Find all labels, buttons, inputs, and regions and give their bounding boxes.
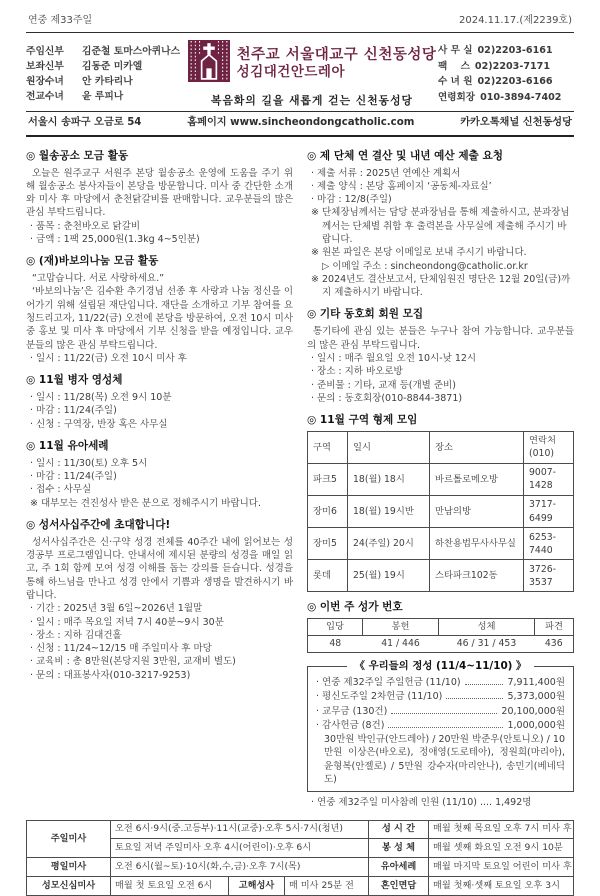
list-item: · 일시 : 11/28(목) 오전 9시 10분 — [30, 392, 172, 404]
contact-row — [438, 91, 574, 104]
clergy-name: 윤 루피나 — [82, 91, 124, 103]
offering-amount: 7,911,400원 — [507, 676, 565, 688]
column-header: 구역 — [308, 431, 348, 463]
masthead-center — [186, 40, 438, 108]
masthead — [26, 33, 574, 112]
cell: 6253-7440 — [524, 528, 574, 560]
dot-leader — [465, 684, 504, 685]
schedule-label: 고해성사 — [229, 877, 285, 896]
clergy-list — [26, 43, 186, 105]
issue-date-number: 2024.11.17.(제2239호) — [458, 15, 572, 26]
table-header-row — [308, 618, 574, 635]
schedule-label: 성 시 간 — [369, 820, 429, 839]
schedule-label: 혼인면담 — [369, 877, 429, 896]
section-title: ◎ 이번 주 성가 번호 — [307, 601, 403, 614]
cell: 파크5 — [308, 463, 348, 495]
schedule-content: 매 미사 25분 전 — [285, 877, 369, 896]
clergy-role: 보좌신부 — [26, 60, 64, 72]
schedule-label: 유아세례 — [369, 858, 429, 877]
list-item: · 기간 : 2025년 3월 6일~2026년 1월말 — [30, 603, 203, 615]
contact-label: 팩 스 — [438, 60, 470, 72]
dot-leader — [391, 713, 497, 714]
schedule-content: 오전 6시·9시(중.고등부)·11시(교중)·오후 5시·7시(청년) — [111, 820, 369, 839]
list-item: · 문의 : 동호회장(010-8844-3871) — [311, 392, 463, 404]
offering-line — [316, 676, 565, 689]
section-title: ◎ 성서사십주간에 초대합니다! — [26, 518, 171, 531]
homepage-url: 홈페이지 www.sincheondongcatholic.com — [187, 117, 415, 129]
column-header: 성체 — [439, 618, 535, 635]
body-columns — [26, 137, 574, 810]
offering-line — [316, 690, 565, 703]
section-hymn-numbers — [307, 600, 574, 653]
clergy-name: 김준철 토마스아퀴나스 — [82, 45, 181, 57]
church-title — [237, 46, 437, 80]
section-title: ◎ 11월 유아세례 — [26, 439, 109, 452]
list-item: · 제출 양식 : 본당 홈페이지 ‘공동체-자료실’ — [311, 180, 492, 192]
contact-row — [438, 75, 574, 88]
clergy-row — [26, 45, 186, 59]
section-body: 성서사십주간은 신·구약 성경 전체를 40주간 내에 읽어보는 성경공부 프로그램입니다. 안내서에 제시된 분량의 성경을 매일 읽고, 주 1회 함께 모여 성경 이해를 돕는 강의를 듣습니다. 성경을 통해 하느님을 만나고 성경 안에서 기쁨과 생명을 발견하시기 바랍니다. — [26, 536, 293, 601]
cell: 24(주일) 20시 — [348, 528, 430, 560]
contact-value: 02)2203-6166 — [477, 76, 553, 88]
offering-label: · 연중 제32주일 주일헌금 (11/10) — [316, 676, 461, 688]
cell: 만남의방 — [430, 495, 524, 527]
contact-label: 사 무 실 — [438, 45, 473, 57]
list-item: · 일시 : 11/22(금) 오전 10시 미사 후 — [30, 352, 187, 364]
church-logo-icon — [188, 40, 230, 86]
list-item: · 금액 : 1팩 25,000원(1.3kg 4~5인분) — [30, 234, 200, 245]
column-header: 일시 — [348, 431, 430, 463]
list-item: · 문의 : 대표봉사자(010-3217-9253) — [30, 669, 191, 681]
dot-leader — [446, 698, 503, 699]
schedule-content: 매월 첫째·셋째 토요일 오후 3시 — [429, 877, 574, 896]
table-row — [308, 463, 574, 495]
contact-row — [438, 60, 574, 73]
contact-label: 연령회장 — [438, 91, 476, 103]
note-item: ※ 2024년도 결산보고서, 단체임원진 명단은 12월 20일(금)까지 제출하시기 바랍니다. — [311, 273, 571, 299]
cell: 18(월) 19시반 — [348, 495, 430, 527]
cell: 3717-6499 — [524, 495, 574, 527]
section-bible-40weeks — [26, 518, 293, 682]
dot-leader — [388, 727, 503, 728]
clergy-row — [26, 75, 186, 89]
list-item: · 마감 : 11/24(주일) — [30, 471, 117, 483]
cell: 46 / 31 / 453 — [456, 638, 517, 650]
offering-line — [316, 705, 565, 718]
email-line: ▷ 이메일 주소 : sincheondong@catholic.or.kr — [322, 260, 528, 272]
schedule-row — [27, 820, 574, 839]
list-item: · 장소 : 지하 바오로방 — [311, 366, 403, 378]
left-column — [26, 142, 293, 810]
cell: 436 — [544, 638, 563, 650]
schedule-row — [27, 858, 574, 877]
note-item: ※ 단체장님께서는 담당 분과장님을 통해 제출하시고, 분과장님께서는 단체별 취합 후 출력본을 사무실에 제출해 주시기 바랍니다. — [311, 207, 570, 245]
column-header: 봉헌 — [363, 618, 439, 635]
offering-amount: 20,100,000원 — [501, 705, 565, 717]
cell: 롯데 — [308, 560, 348, 592]
section-district-meetings — [307, 413, 574, 592]
cell: 하찬용법무사사무실 — [430, 528, 524, 560]
donor-names: 30만원 박인규(안드레아) / 20만원 박준우(안토니오) / 10만원 이상은(바오로), 정애영(도로테아), 정원희(마리아), 윤형복(안젤로) / 5만원 강수자(마리안나), 송민기(베네딕도) — [324, 734, 565, 786]
list-item: · 마감 : 12/8(주일) — [311, 194, 392, 206]
street-address: 서울시 송파구 오금로 54 — [28, 117, 142, 129]
schedule-label: 봉 성 체 — [369, 839, 429, 858]
section-wolsong-fundraising — [26, 149, 293, 247]
offering-box-title: 《 우리들의 정성 (11/4~11/10) 》 — [347, 659, 535, 674]
schedule-content: 매월 셋째 화요일 오전 9시 10분 — [429, 839, 574, 858]
note-item: ※ 대부모는 견진성사 받은 분으로 정해주시기 바랍니다. — [30, 497, 261, 509]
clergy-name: 안 카타리나 — [82, 75, 133, 87]
offering-amount: 5,373,000원 — [507, 691, 565, 703]
table-row — [308, 635, 574, 652]
cell: 바르톨로메오방 — [430, 463, 524, 495]
diocese-parish-title: 천주교 서울대교구 신천동성당 — [236, 46, 437, 63]
schedule-content: 매월 첫째 목요일 오후 7시 미사 후 — [429, 820, 574, 839]
parish-slogan: 복음화의 길을 새롭게 걷는 신천동성당 — [211, 94, 413, 108]
list-item: · 일시 : 매주 월요일 오전 10시-낮 12시 — [311, 352, 477, 364]
list-item: · 신청 : 구역장, 반장 혹은 사무실 — [30, 418, 168, 430]
list-item: · 교육비 : 총 8만원(본당지원 3만원, 교재비 별도) — [30, 656, 236, 668]
list-item: · 신청 : 11/24~12/15 매 주일미사 후 마당 — [30, 643, 212, 655]
table-row — [308, 528, 574, 560]
cell: 3726-3537 — [524, 560, 574, 592]
column-header: 파견 — [535, 618, 574, 635]
offering-amount: 1,000,000원 — [507, 719, 565, 731]
contact-label: 수 녀 원 — [438, 76, 473, 88]
clergy-row — [26, 60, 186, 74]
offering-box — [307, 659, 574, 792]
clergy-role: 주임신부 — [26, 45, 64, 57]
list-item: · 마감 : 11/24(주일) — [30, 405, 117, 417]
contact-value: 02)2203-7171 — [474, 60, 551, 72]
cell: 스타파크102동 — [430, 560, 524, 592]
section-babo-sharing — [26, 254, 293, 365]
cell: 18(월) 18시 — [348, 463, 430, 495]
table-row — [308, 495, 574, 527]
section-guitar-club — [307, 307, 574, 405]
section-body: 통기타에 관심 있는 분들은 누구나 참여 가능합니다. 교우분들의 많은 관심 부탁드립니다. — [307, 326, 574, 351]
list-item: · 준비물 : 기타, 교재 등(개별 준비) — [311, 379, 456, 391]
column-header: 장소 — [430, 431, 524, 463]
contact-value: 010-3894-7402 — [480, 91, 562, 103]
schedule-content: 토요일 저녁 주일미사 오후 4시(어린이)·오후 6시 — [111, 839, 369, 858]
section-annual-budget-request — [307, 149, 574, 300]
schedule-label: 성모신심미사 — [27, 877, 111, 896]
section-title: ◎ (재)바보의나눔 모금 활동 — [26, 255, 159, 268]
address-row — [26, 112, 574, 136]
column-header: 입당 — [308, 618, 363, 635]
list-item: · 품목 : 춘천바오로 닭갈비 — [30, 220, 141, 232]
patron-saint-title: 성김대건안드레아 — [236, 64, 345, 81]
section-title: ◎ 월송공소 모금 활동 — [26, 149, 129, 162]
district-meeting-table — [307, 431, 574, 592]
mass-attendance-line: · 연중 제32주일 미사참례 인원 (11/10) .... 1,492명 — [311, 797, 532, 809]
schedule-label: 평일미사 — [27, 858, 111, 877]
cell: 9007-1428 — [524, 463, 574, 495]
quote-line: “고맙습니다. 서로 사랑하세요.” — [32, 273, 165, 285]
cell: 48 — [329, 638, 342, 650]
list-item: · 장소 : 지하 김대건홀 — [30, 629, 122, 641]
right-column — [307, 142, 574, 810]
mass-schedule-table — [26, 820, 574, 896]
column-header: 연락처(010) — [524, 431, 574, 463]
section-body: ‘바보의나눔’은 김수환 추기경님 선종 후 사랑과 나눔 정신을 이어가기 위해 설립된 재단입니다. 재단을 소개하고 기부 참여를 요청드리고자, 11/22(금) 오전에 본당을 방문하여, 오전 10시 미사 중 홍보 및 미사 후 마당에서 기부 신청을 받을 예정입니다. 교우분들의 많은 관심 부탁드립니다. — [26, 286, 293, 351]
offering-label: · 감사헌금 (8건) — [316, 719, 385, 731]
section-title: ◎ 기타 동호회 회원 모집 — [307, 308, 424, 321]
table-header-row — [308, 431, 574, 463]
list-item: · 제출 서류 : 2025년 연예산 계획서 — [311, 167, 461, 179]
list-item: · 일시 : 매주 목요일 저녁 7시 40분~9시 30분 — [30, 616, 224, 628]
section-infant-baptism — [26, 439, 293, 510]
cell: 장미6 — [308, 495, 348, 527]
clergy-role: 원장수녀 — [26, 75, 64, 87]
clergy-role: 전교수녀 — [26, 91, 64, 103]
schedule-content: 매월 마지막 토요일 어린이 미사 후 — [429, 858, 574, 877]
contact-list — [438, 42, 574, 106]
list-item: · 일시 : 11/30(토) 오후 5시 — [30, 457, 148, 469]
issue-row — [26, 14, 574, 33]
section-title: ◎ 11월 병자 영성체 — [26, 374, 123, 387]
kakao-channel: 카카오톡채널 신천동성당 — [460, 117, 572, 129]
offering-label: · 평신도주일 2차헌금 (11/10) — [316, 691, 443, 703]
section-title: ◎ 제 단체 연 결산 및 내년 예산 제출 요청 — [307, 149, 503, 162]
table-row — [308, 560, 574, 592]
schedule-row — [27, 877, 574, 896]
hymn-number-table — [307, 618, 574, 653]
clergy-name: 김동준 미카엘 — [82, 60, 143, 72]
schedule-content: 매월 첫 토요일 오전 6시 — [111, 877, 229, 896]
schedule-label: 주일미사 — [27, 820, 111, 858]
clergy-row — [26, 90, 186, 104]
section-title: ◎ 11월 구역 형제 모임 — [307, 414, 418, 427]
contact-value: 02)2203-6161 — [477, 45, 553, 57]
offering-label: · 교무금 (130건) — [316, 705, 388, 717]
liturgical-season: 연중 제33주일 — [28, 15, 93, 26]
section-sick-communion — [26, 373, 293, 431]
schedule-content: 오전 6시(월~토)·10시(화,수,금)·오후 7시(목) — [111, 858, 369, 877]
cell: 41 / 446 — [381, 638, 420, 650]
offering-line — [316, 719, 565, 732]
cell: 25(월) 19시 — [348, 560, 430, 592]
note-item: ※ 원본 파일은 본당 이메일로 보내 주시기 바랍니다. — [311, 247, 527, 259]
contact-row — [438, 44, 574, 57]
cell: 장미5 — [308, 528, 348, 560]
section-body: 오늘은 원주교구 서원주 본당 월송공소 운영에 도움을 주기 위해 월송공소 봉사자들이 본당을 방문합니다. 미사 중 간단한 소개와 미사 후 마당에서 춘천닭갈비를 판매합니다. 교우분들의 많은 관심 부탁드립니다. — [26, 167, 293, 219]
list-item: · 접수 : 사무실 — [30, 484, 92, 496]
